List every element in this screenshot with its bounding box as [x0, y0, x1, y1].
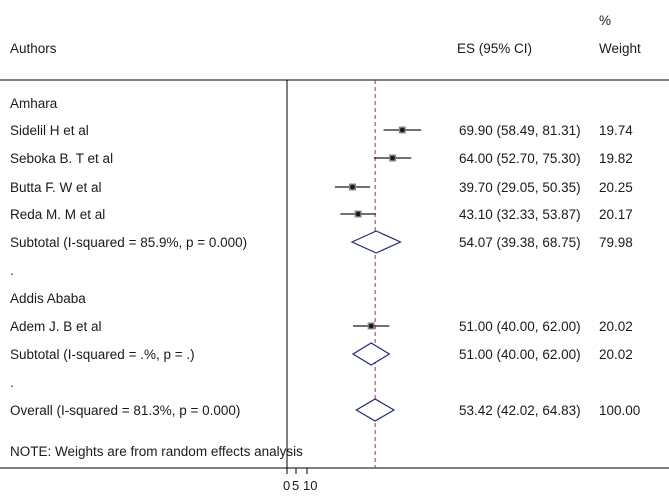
row-label: . — [10, 375, 14, 390]
weight-value: 79.98 — [599, 235, 633, 250]
note-text: NOTE: Weights are from random effects analysis — [10, 444, 303, 459]
rows-layer — [10, 80, 640, 493]
weight-value: 20.02 — [599, 319, 633, 334]
weight-value: 19.82 — [599, 151, 633, 166]
es-ci-value: 69.90 (58.49, 81.31) — [459, 123, 581, 138]
subtotal-diamond — [352, 231, 400, 253]
overall-diamond — [356, 399, 394, 421]
es-ci-value: 43.10 (32.33, 53.87) — [459, 207, 581, 222]
es-ci-value: 51.00 (40.00, 62.00) — [459, 347, 581, 362]
row-label: Reda M. M et al — [10, 207, 106, 222]
weight-value: 100.00 — [599, 403, 641, 418]
es-ci-value: 53.42 (42.02, 64.83) — [459, 403, 581, 418]
es-ci-value: 39.70 (29.05, 50.35) — [459, 180, 581, 195]
weight-value: 20.17 — [599, 207, 633, 222]
row-label: Amhara — [10, 96, 58, 111]
es-ci-value: 54.07 (39.38, 68.75) — [459, 235, 581, 250]
weight-value: 19.74 — [599, 123, 633, 138]
es-ci-value: 64.00 (52.70, 75.30) — [459, 151, 581, 166]
row-label: . — [10, 263, 14, 278]
row-label: Sidelil H et al — [10, 123, 89, 138]
row-label: Butta F. W et al — [10, 180, 102, 195]
row-label: Overall (I-squared = 81.3%, p = 0.000) — [10, 403, 241, 418]
row-label: Subtotal (I-squared = 85.9%, p = 0.000) — [10, 235, 248, 250]
point-estimate — [400, 128, 405, 133]
point-estimate — [350, 185, 355, 190]
axis-tick-label: 5 — [292, 478, 300, 493]
row-label: Addis Ababa — [10, 291, 86, 306]
axis-tick-label: 0 — [283, 478, 291, 493]
point-estimate — [369, 324, 374, 329]
point-estimate — [390, 156, 395, 161]
header-weight-percent: % — [599, 13, 612, 28]
header-es-ci: ES (95% CI) — [457, 41, 533, 56]
header-weight: Weight — [599, 41, 641, 56]
es-ci-value: 51.00 (40.00, 62.00) — [459, 319, 581, 334]
point-estimate — [356, 212, 361, 217]
row-label: Subtotal (I-squared = .%, p = .) — [10, 347, 195, 362]
subtotal-diamond — [353, 343, 389, 365]
weight-value: 20.25 — [599, 180, 633, 195]
row-label: Seboka B. T et al — [10, 151, 114, 166]
header-authors: Authors — [10, 41, 57, 56]
axis-tick-label: 10 — [303, 478, 318, 493]
weight-value: 20.02 — [599, 347, 633, 362]
row-label: Adem J. B et al — [10, 319, 102, 334]
